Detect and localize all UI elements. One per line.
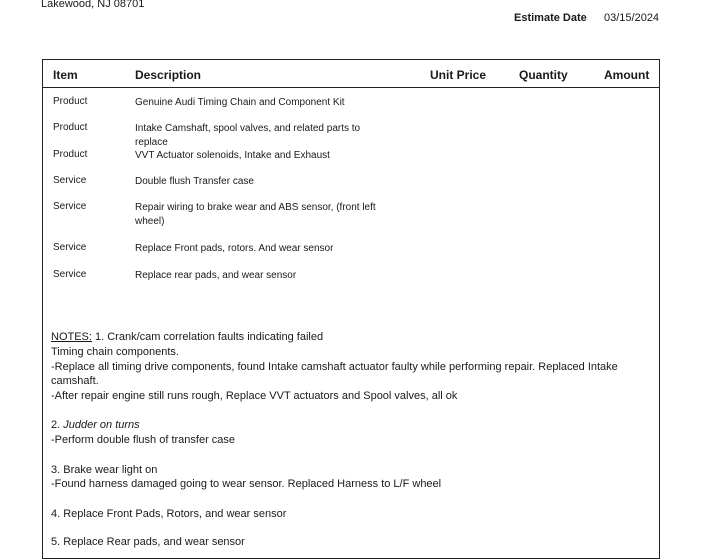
row-item-type: Service bbox=[53, 242, 87, 253]
row-description: VVT Actuator solenoids, Intake and Exhaust bbox=[135, 150, 330, 161]
row-item-type: Service bbox=[53, 269, 87, 280]
row-description: Replace rear pads, and wear sensor bbox=[135, 270, 297, 281]
note-1-detail-a: -Replace all timing drive components, found Intake camshaft actuator faulty while performing repair. Replaced Intake camshaft. bbox=[51, 360, 618, 388]
column-header-description: Description bbox=[135, 68, 202, 82]
column-header-item: Item bbox=[53, 68, 78, 82]
column-header-unit-price: Unit Price bbox=[430, 68, 487, 82]
note-5-title-partial: 5. Replace Rear pads, and wear sensor bbox=[51, 536, 245, 548]
note-2-detail: -Perform double flush of transfer case bbox=[51, 434, 236, 447]
note-1-title: 1. Crank/cam correlation faults indicating failed bbox=[91, 331, 324, 343]
row-item-type: Service bbox=[53, 175, 87, 186]
row-item-type: Product bbox=[53, 122, 88, 133]
notes-section bbox=[51, 330, 651, 521]
note-2-number: 2. bbox=[51, 419, 64, 432]
note-3-title: 3. Brake wear light on bbox=[51, 463, 158, 476]
note-3-detail: -Found harness damaged going to wear sensor. Replaced Harness to L/F wheel bbox=[51, 478, 442, 491]
row-item-type: Service bbox=[53, 201, 87, 212]
table-header bbox=[43, 60, 659, 88]
row-item-type: Product bbox=[53, 96, 88, 107]
note-2-heading bbox=[51, 418, 651, 433]
estimate-date-label: Estimate Date bbox=[514, 12, 587, 24]
column-header-amount: Amount bbox=[604, 68, 650, 82]
note-2-title: Judder on turns bbox=[63, 419, 140, 432]
row-description: Double flush Transfer case bbox=[135, 176, 254, 187]
notes-label: NOTES: bbox=[51, 331, 92, 343]
column-header-quantity: Quantity bbox=[519, 68, 568, 82]
row-description: Replace Front pads, rotors. And wear sensor bbox=[135, 243, 334, 254]
row-description: Intake Camshaft, spool valves, and related parts to replace bbox=[135, 123, 361, 148]
row-item-type: Product bbox=[53, 149, 88, 160]
note-1-detail-b: -After repair engine still runs rough, Replace VVT actuators and Spool valves, all ok bbox=[51, 390, 458, 403]
note-1-continued: Timing chain components. bbox=[51, 345, 179, 358]
estimate-date-value: 03/15/2024 bbox=[604, 12, 660, 24]
row-description: Repair wiring to brake wear and ABS sensor, (front left wheel) bbox=[135, 202, 376, 227]
row-description: Genuine Audi Timing Chain and Component Kit bbox=[135, 97, 345, 108]
note-4-title: 4. Replace Front Pads, Rotors, and wear sensor bbox=[51, 507, 287, 520]
note-1-heading bbox=[51, 330, 651, 345]
shop-address: Lakewood, NJ 08701 bbox=[41, 0, 145, 10]
